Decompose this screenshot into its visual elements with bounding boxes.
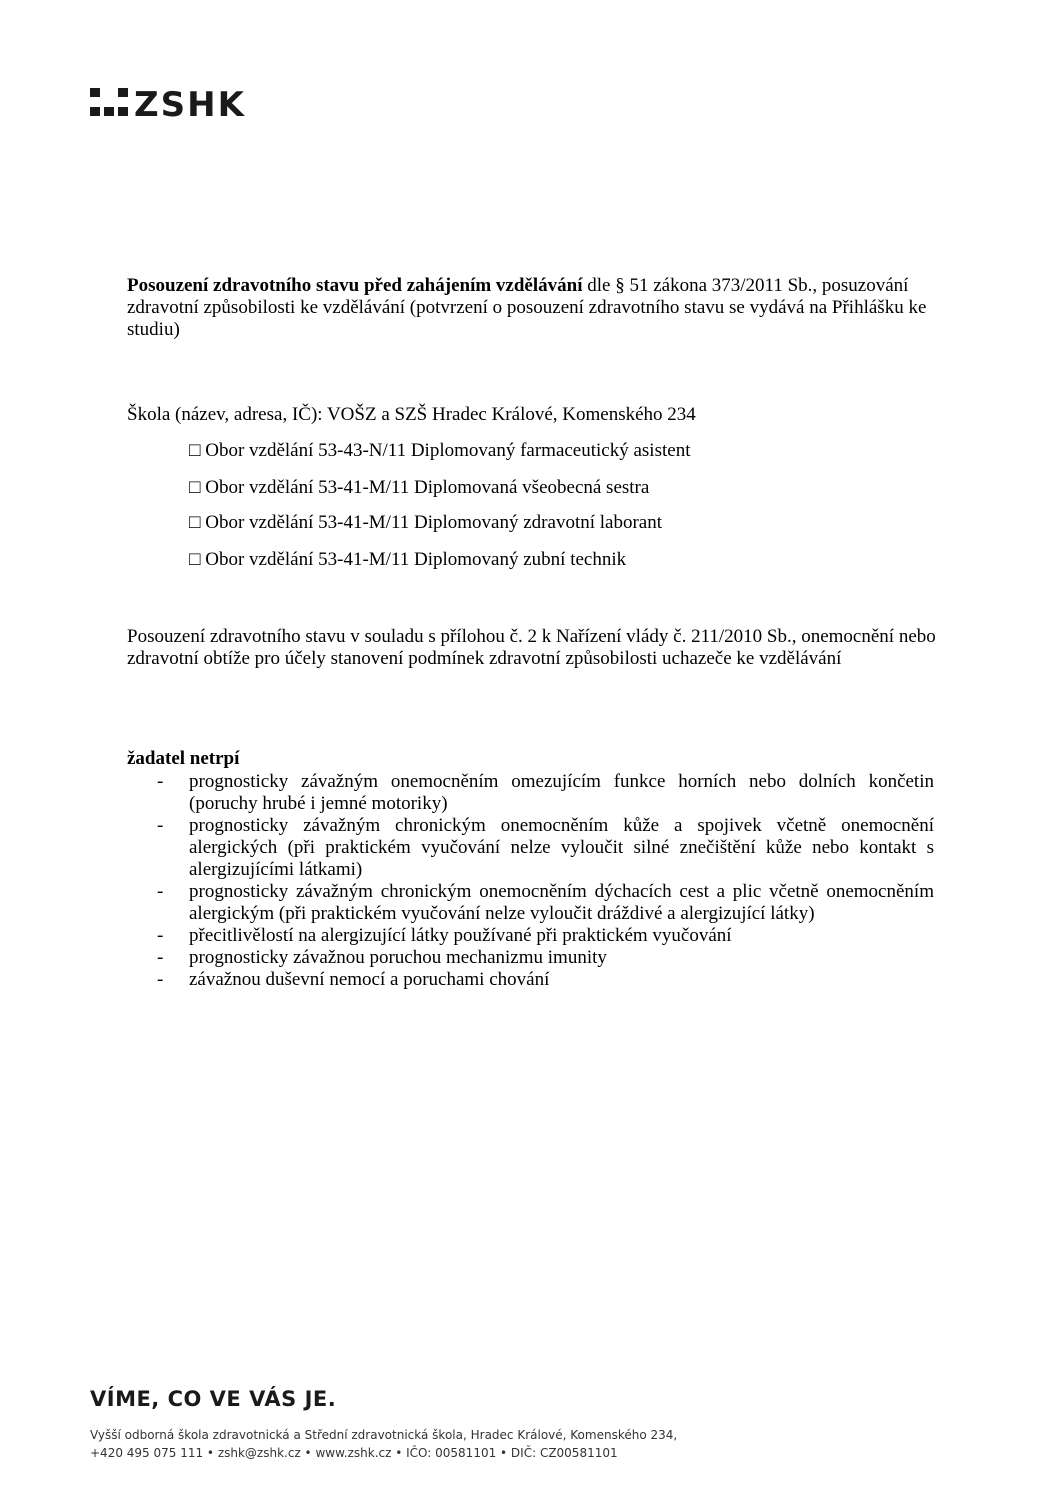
- intro-text: dle § 51 zákona 373/2011 Sb., posuzování zdravotní způsobilosti ke vzdělávání (potvrzení o posouzení zdravotního stavu se vydává na Přihlášku ke studiu): [127, 275, 927, 340]
- list-item: - prognosticky závažným onemocněním omezujícím funkce horních nebo dolních končetin (poruchy hrubé i jemné motoriky): [157, 771, 934, 814]
- requirement-text: přecitlivělostí na alergizující látky používané při praktickém vyučování: [189, 925, 732, 946]
- program-option[interactable]: □ Obor vzdělání 53-41-M/11 Diplomovaná všeobecná sestra: [189, 477, 650, 498]
- list-item: - přecitlivělostí na alergizující látky používané při praktickém vyučování: [127, 925, 937, 947]
- logo-dots-icon: [90, 88, 128, 122]
- zshk-logo: [90, 85, 246, 125]
- list-item: - prognosticky závažnou poruchou mechanizmu imunity: [127, 947, 937, 969]
- intro-paragraph: [127, 275, 937, 341]
- requirement-text: prognosticky závažným chronickým onemocněním dýchacích cest a plic včetně onemocněním alergickým (při praktickém vyučování nelze vyloučit dráždivé a alergizující látky): [189, 881, 934, 924]
- list-item: - prognosticky závažným chronickým onemocněním kůže a spojivek včetně onemocnění alergických (při praktickém vyučování nelze vyloučit silné znečištění kůže nebo kontakt s alergizujícími látkami): [157, 815, 934, 880]
- footer-address: Vyšší odborná škola zdravotnická a Střední zdravotnická škola, Hradec Králové, Komenského 234,: [90, 1428, 678, 1442]
- program-option[interactable]: □ Obor vzdělání 53-43-N/11 Diplomovaný farmaceutický asistent: [189, 440, 691, 461]
- requirement-text: prognosticky závažným chronickým onemocněním kůže a spojivek včetně onemocnění alergických (při praktickém vyučování nelze vyloučit silné znečištění kůže nebo kontakt s alergizujícími látkami): [189, 815, 934, 880]
- program-option[interactable]: □ Obor vzdělání 53-41-M/11 Diplomovaný zdravotní laborant: [189, 512, 662, 533]
- footer-slogan: VÍME, CO VE VÁS JE.: [90, 1387, 337, 1411]
- requirements-title: žadatel netrpí: [127, 748, 240, 769]
- school-line: Škola (název, adresa, IČ): VOŠZ a SZŠ Hradec Králové, Komenského 234: [127, 404, 696, 425]
- requirements-list: [127, 771, 937, 991]
- intro-heading: Posouzení zdravotního stavu před zahájením vzdělávání: [127, 275, 583, 296]
- list-item: - závažnou duševní nemocí a poruchami chování: [127, 969, 937, 991]
- program-option[interactable]: □ Obor vzdělání 53-41-M/11 Diplomovaný zubní technik: [189, 549, 627, 570]
- requirement-text: prognosticky závažnou poruchou mechanizmu imunity: [189, 947, 607, 968]
- requirement-text: prognosticky závažným onemocněním omezujícím funkce horních nebo dolních končetin (poruchy hrubé i jemné motoriky): [189, 771, 934, 814]
- logo-text: ZSHK: [134, 85, 246, 125]
- requirement-text: závažnou duševní nemocí a poruchami chování: [189, 969, 550, 990]
- footer-contacts: +420 495 075 111 • zshk@zshk.cz • www.zshk.cz • IČO: 00581101 • DIČ: CZ00581101: [90, 1446, 618, 1460]
- legal-paragraph: Posouzení zdravotního stavu v souladu s přílohou č. 2 k Nařízení vlády č. 211/2010 Sb., onemocnění nebo zdravotní obtíže pro účely stanovení podmínek zdravotní způsobilosti uchazeče ke vzdělávání: [127, 626, 936, 669]
- list-item: - prognosticky závažným chronickým onemocněním dýchacích cest a plic včetně onemocněním alergickým (při praktickém vyučování nelze vyloučit dráždivé a alergizující látky): [157, 881, 934, 924]
